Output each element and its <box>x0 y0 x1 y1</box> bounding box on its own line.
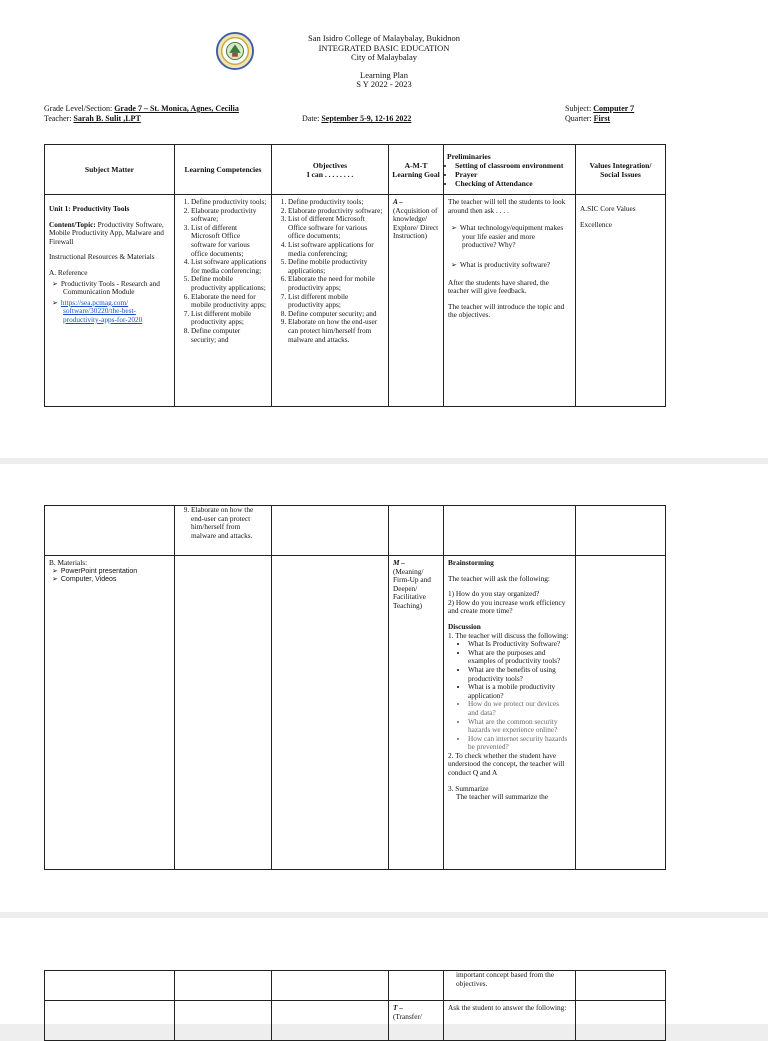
brainstorming-title: Brainstorming <box>448 558 494 567</box>
objectives-heading: Objectives <box>312 160 348 170</box>
teacher-value: Sarah B. Sulit ,LPT <box>73 114 141 123</box>
activity-intro: The teacher will tell the students to look around then ask . . . . <box>448 197 566 215</box>
competency-item: 9. Elaborate on how the end-user can protect him/herself from malware and attacks. <box>191 506 267 540</box>
col-values: Values Integration/ Social Issues <box>576 145 666 195</box>
objective-item: 7. List different mobile productivity apps; <box>288 293 384 310</box>
content-topic <box>49 221 170 247</box>
amt-description: (Acquisition of knowledge/ Explore/ Direct Instruction) <box>393 205 439 241</box>
materials-list <box>49 568 170 585</box>
objectives-list <box>276 198 384 344</box>
objective-item: 2. Elaborate productivity software; <box>288 207 384 216</box>
date-label: Date: <box>302 114 320 123</box>
date-line <box>302 114 411 124</box>
amt-cell <box>389 556 444 870</box>
reference-list <box>49 280 170 297</box>
values-core: A.SIC Core Values <box>580 204 636 213</box>
school-year: S Y 2022 - 2023 <box>356 79 412 89</box>
col-amt: A-M-T Learning Goal <box>389 145 444 195</box>
table-row <box>45 971 666 1001</box>
topic-text: Productivity Software, Mobile Productivity App, Malware and Firewall <box>49 219 164 246</box>
activity-questions-2 <box>448 261 571 270</box>
activity-feedback: After the students have shared, the teacher will give feedback. <box>448 277 549 296</box>
discussion-topic: • What are the benefits of using productivity tools? <box>468 666 571 683</box>
table-row <box>45 195 666 407</box>
amt-letter: A – <box>393 197 403 206</box>
activity-questions <box>448 224 571 250</box>
activity-question: ➢ What technology/equipment makes your life easier and more productive? Why? <box>462 224 571 250</box>
discussion-step-3: 3. Summarize <box>448 783 489 793</box>
discussion-topic: • How do we protect our devices and data? <box>468 700 571 717</box>
school-name: San Isidro College of Malaybalay, Bukidnon <box>308 33 460 43</box>
reference-link[interactable]: https://sea.pcmag.com/ software/30220/the-best- productivity-apps-for-2020 <box>60 297 143 324</box>
brainstorming-question: 2) How do you increase work efficiency and create more time? <box>448 597 566 616</box>
summary-continued: important concept based from the objectives. <box>456 970 555 988</box>
competency-item: 5. Define mobile productivity applications; <box>191 275 267 292</box>
preliminaries-item: • Prayer <box>455 170 572 179</box>
preliminaries-title: Preliminaries <box>447 151 491 161</box>
learning-plan-table-continued <box>44 505 666 870</box>
discussion-title: Discussion <box>448 621 481 631</box>
teacher-label: Teacher: <box>44 114 72 123</box>
discussion-topic: • What are the common security hazards we experience online? <box>468 718 571 735</box>
discussion-topics <box>448 640 571 752</box>
amt-letter: M – <box>393 558 405 567</box>
materials-cell <box>45 556 175 870</box>
objective-item: 1. Define productivity tools; <box>288 198 384 207</box>
competency-item: 3. List of different Microsoft Office software for various office documents; <box>191 224 267 258</box>
activity-cell <box>444 195 576 407</box>
page-1 <box>0 0 768 458</box>
competency-item: 4. List software applications for media conferencing; <box>191 258 267 275</box>
discussion-topic: • How can internet security hazards be prevented? <box>468 735 571 752</box>
brainstorming-question: 1) How do you stay organized? <box>448 589 540 599</box>
transfer-activity: Ask the student to answer the following: <box>448 1003 567 1012</box>
department: INTEGRATED BASIC EDUCATION <box>318 42 450 53</box>
preliminaries-item: • Setting of classroom environment <box>455 161 572 170</box>
col-preliminaries <box>444 145 576 195</box>
table-row <box>45 556 666 870</box>
city: City of Malaybalay <box>350 52 418 62</box>
table-row <box>45 1001 666 1041</box>
objective-item: 4. List software applications for media conferencing; <box>288 241 384 258</box>
materials-item: ➢ Computer, Videos <box>63 576 170 585</box>
amt-cell <box>389 195 444 407</box>
activity-question: ➢ What is productivity software? <box>462 261 571 270</box>
competency-item: 8. Define computer security; and <box>191 327 267 344</box>
amt-cell <box>389 1001 444 1041</box>
competency-item: 7. List different mobile productivity apps; <box>191 310 267 327</box>
page-2 <box>0 464 768 912</box>
competencies-list <box>179 198 267 344</box>
table-header-row <box>45 145 666 195</box>
topic-label: Content/Topic: <box>49 219 96 229</box>
date-value: September 5-9, 12-16 2022 <box>321 114 412 123</box>
values-excellence: Excellence <box>580 219 613 229</box>
objectives-subheading: I can . . . . . . . . <box>306 169 354 179</box>
activity-introduce: The teacher will introduce the topic and the objectives. <box>448 301 565 320</box>
activity-cell <box>444 971 576 1001</box>
brainstorming-intro: The teacher will ask the following: <box>448 573 550 583</box>
teacher-line <box>44 114 141 124</box>
doc-title: Learning Plan <box>360 69 408 80</box>
objective-item: 3. List of different Microsoft Office software for various office documents; <box>288 215 384 241</box>
learning-plan-table-continued-2 <box>44 970 666 1041</box>
grade-level-line <box>44 104 239 114</box>
amt-description: (Meaning/ Firm-Up and Deepen/ Facilitative Teaching) <box>393 566 431 610</box>
page-3 <box>0 918 768 1024</box>
discussion-topic: • What Is Productivity Software? <box>468 640 571 649</box>
table-row <box>45 506 666 556</box>
activity-cell <box>444 556 576 870</box>
competency-item: 1. Define productivity tools; <box>191 198 267 207</box>
objective-item: 9. Elaborate on how the end-user can protect him/herself from malware and attacks. <box>288 318 384 344</box>
objective-item: 8. Define computer security; and <box>288 310 384 319</box>
objectives-cell <box>272 195 389 407</box>
discussion-step-3-text: The teacher will summarize the <box>456 792 548 802</box>
objective-item: 5. Define mobile productivity applications; <box>288 258 384 275</box>
competency-item: 2. Elaborate productivity software; <box>191 207 267 224</box>
activity-cell <box>444 1001 576 1041</box>
preliminaries-list <box>447 161 572 188</box>
col-objectives <box>272 145 389 195</box>
reference-item: ➢ Productivity Tools - Research and Communication Module <box>63 280 170 297</box>
materials-label: B. Materials: <box>49 558 88 567</box>
resources-label: Instructional Resources & Materials <box>49 252 155 262</box>
discussion-topic: • What are the purposes and examples of productivity tools? <box>468 649 571 666</box>
preliminaries-item: • Checking of Attendance <box>455 179 572 188</box>
materials-item: ➢ PowerPoint presentation <box>63 568 170 577</box>
unit-title: Unit 1: Productivity Tools <box>49 204 130 213</box>
quarter-line <box>565 114 610 124</box>
brainstorming-questions <box>448 590 571 616</box>
subject-value: Computer 7 <box>593 104 635 113</box>
col-subject-matter: Subject Matter <box>45 145 175 195</box>
discussion-step-1: 1. The teacher will discuss the following: <box>448 630 569 640</box>
document-header <box>0 34 768 90</box>
objective-item: 6. Elaborate the need for mobile productivity apps; <box>288 275 384 292</box>
competencies-cell <box>175 195 272 407</box>
col-competencies: Learning Competencies <box>175 145 272 195</box>
subject-line <box>565 104 634 114</box>
quarter-label: Quarter: <box>565 114 592 123</box>
amt-description: (Transfer/ <box>393 1011 422 1021</box>
competencies-cell <box>175 506 272 556</box>
reference-label: A. Reference <box>49 267 88 277</box>
discussion-step-2: 2. To check whether the student have understood the concept, the teacher will conduct Q and A <box>448 750 565 778</box>
discussion-topic: • What is a mobile productivity application? <box>468 683 571 700</box>
values-cell <box>576 195 666 407</box>
grade-value: Grade 7 – St. Monica, Agnes, Cecilia <box>114 104 239 113</box>
learning-plan-table <box>44 144 666 407</box>
amt-letter: T – <box>393 1003 403 1012</box>
grade-label: Grade Level/Section: <box>44 104 113 113</box>
reference-link-list <box>49 299 170 325</box>
competencies-list <box>179 506 267 540</box>
subject-label: Subject: <box>565 104 592 113</box>
competency-item: 6. Elaborate the need for mobile productivity apps; <box>191 293 267 310</box>
quarter-value: First <box>593 114 611 123</box>
subject-matter-cell <box>45 195 175 407</box>
